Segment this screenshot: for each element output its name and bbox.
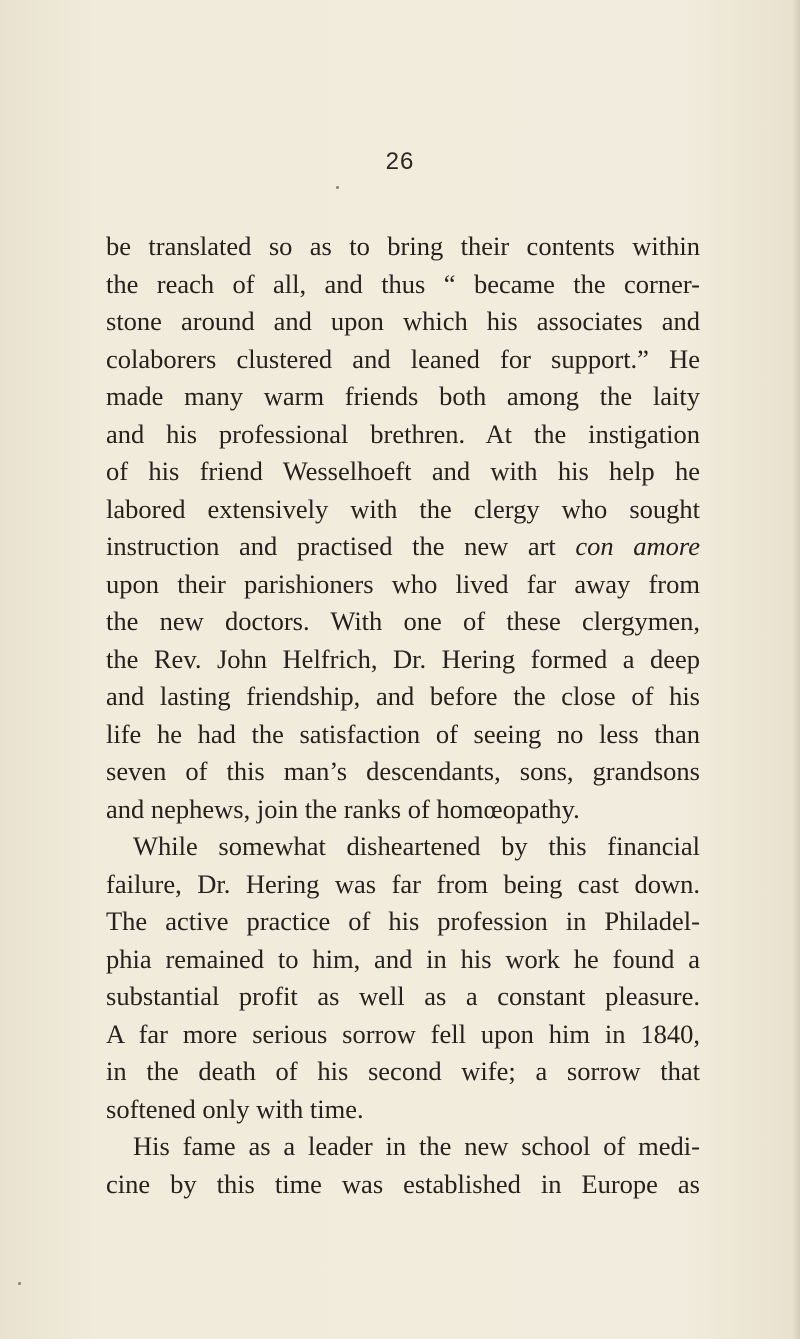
text-line-content: labored extensively with the clergy who sought	[106, 493, 700, 524]
text-line	[106, 678, 700, 716]
text-line-content: colaborers clustered and leaned for support.” He	[106, 343, 700, 374]
text-line	[106, 1016, 700, 1054]
page-number: 26	[385, 148, 415, 175]
text-line-content: and nephews, join the ranks of homœopathy.	[106, 793, 580, 824]
text-line-content: cine by this time was established in Europe as	[106, 1168, 700, 1199]
text-line	[106, 1166, 700, 1204]
text-line-content: The active practice of his profession in Philadel-	[106, 906, 700, 936]
text-line	[106, 266, 700, 304]
print-speck	[18, 1282, 21, 1285]
text-line-content: stone around and upon which his associates and	[106, 306, 700, 336]
text-line-content: be translated so as to bring their contents within	[106, 231, 700, 261]
text-line	[106, 1091, 700, 1129]
text-line-content: seven of this man’s descendants, sons, grandsons	[106, 756, 700, 786]
text-line-content: substantial profit as well as a constant pleasure.	[106, 981, 700, 1011]
text-line	[106, 416, 700, 454]
text-line	[106, 978, 700, 1016]
page-edge-shadow	[792, 0, 800, 1339]
text-line-content: and his professional brethren. At the instigation	[106, 418, 700, 449]
body-text	[106, 228, 700, 1203]
text-line-content: softened only with time.	[106, 1093, 364, 1124]
text-line	[106, 566, 700, 604]
text-line	[106, 716, 700, 754]
text-line	[106, 528, 700, 566]
text-line-content: and lasting friendship, and before the close of his	[106, 681, 700, 711]
text-line-content: upon their parishioners who lived far away from	[106, 568, 700, 599]
italic-phrase: con amore	[575, 531, 700, 561]
text-line	[106, 641, 700, 679]
text-line-content: instruction and practised the new art	[106, 531, 556, 561]
text-line-content: phia remained to him, and in his work he found a	[106, 943, 700, 974]
text-line-content: in the death of his second wife; a sorrow that	[106, 1056, 700, 1086]
text-line	[106, 791, 700, 829]
text-line	[106, 453, 700, 491]
text-line	[106, 828, 700, 866]
text-line-content: life he had the satisfaction of seeing no less than	[106, 718, 700, 749]
text-line	[106, 378, 700, 416]
text-line	[106, 753, 700, 791]
text-line-content: made many warm friends both among the laity	[106, 381, 700, 411]
text-line	[106, 341, 700, 379]
text-line	[106, 903, 700, 941]
text-line-content: the new doctors. With one of these clergymen,	[106, 606, 700, 636]
text-line	[106, 228, 700, 266]
text-line-content: failure, Dr. Hering was far from being cast down.	[106, 868, 700, 899]
text-line-content: A far more serious sorrow fell upon him in 1840,	[106, 1018, 700, 1049]
text-line	[106, 866, 700, 904]
text-line-content: of his friend Wesselhoeft and with his help he	[106, 456, 700, 486]
print-speck	[336, 186, 339, 189]
text-line-content: the Rev. John Helfrich, Dr. Hering formed a deep	[106, 643, 700, 674]
text-line	[106, 1128, 700, 1166]
text-line	[106, 603, 700, 641]
text-line	[106, 303, 700, 341]
text-line-content: the reach of all, and thus “ became the corner-	[106, 268, 700, 299]
text-line	[106, 1053, 700, 1091]
text-line	[106, 491, 700, 529]
text-line	[106, 941, 700, 979]
text-line-content: His fame as a leader in the new school of medi-	[133, 1131, 700, 1161]
text-line-content: While somewhat disheartened by this financial	[133, 831, 700, 861]
